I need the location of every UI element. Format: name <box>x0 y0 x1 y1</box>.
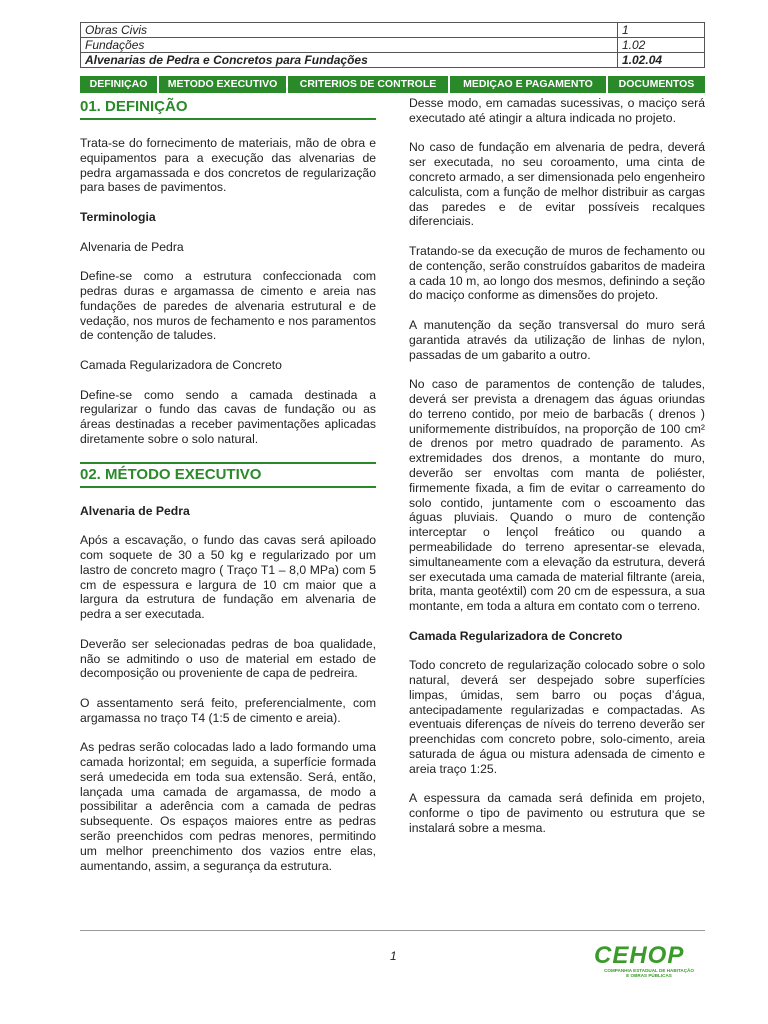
tab-metodo-executivo[interactable]: METODO EXECUTIVO <box>159 76 286 93</box>
header-title: Alvenarias de Pedra e Concretos para Fundações <box>81 53 618 68</box>
header-table <box>80 22 705 68</box>
paragraph: No caso de paramentos de contenção de taludes, deverá ser prevista a drenagem das águas oriundas do terreno contido, por meio de barbacãs ( drenos ) uniformemente distribuídos, na proporção de 100 cm² de drenos por metro quadrado de paramento. As extremidades dos drenos, a montante do muro, deverão ser envoltas com manta de poliéster, firmemente fixada, a fim de evitar o carreamento do solo contido, juntamente com o escoamento das águas pluviais. Quando o muro de contenção interceptar o lençol freático ou quando a permeabilidade do terreno apresentar-se elevada, simultaneamente com a elevação da estrutura, deverá ser executada uma camada de material filtrante (areia, brita, manta geotéxtil) com 20 cm de espessura, a sua montante, em toda a altura em contato com o terreno. <box>409 377 705 614</box>
cehop-logo <box>594 944 704 990</box>
subheading: Alvenaria de Pedra <box>80 503 190 518</box>
subheading: Camada Regularizadora de Concreto <box>409 628 623 643</box>
section-tabs <box>80 76 705 93</box>
paragraph: A espessura da camada será definida em projeto, conforme o tipo de pavimento ou estrutura que se instalará sobre a mesma. <box>409 791 705 836</box>
tab-criterios-de-controle[interactable]: CRITERIOS DE CONTROLE <box>288 76 448 93</box>
right-column <box>409 96 705 851</box>
paragraph: Deverão ser selecionadas pedras de boa qualidade, não se admitindo o uso de material em estado de decomposição ou proveniente de capa de pedreira. <box>80 636 376 681</box>
paragraph: A manutenção da seção transversal do muro será garantida através da utilização de linhas de nylon, passadas de um gabarito a outro. <box>409 317 705 362</box>
paragraph: No caso de fundação em alvenaria de pedra, deverá ser executada, no seu coroamento, uma cinta de concreto armado, a ser dimensionada pelo engenheiro calculista, com a função de melhor distribuir as cargas das paredes e de evitar possíveis recalques diferenciais. <box>409 140 705 229</box>
page-number: 1 <box>390 949 397 963</box>
paragraph: Todo concreto de regularização colocado sobre o solo natural, deverá ser despejado sobre superfícies limpas, úmidas, sem barro ou poças d’água, antecipadamente regularizadas e compactadas. As eventuais diferenças de níveis do terreno deverão ser preenchidas com concreto pobre, solo-cimento, areia saturada de água ou mistura adensada de cimento e areia traço 1:25. <box>409 658 705 776</box>
section-heading: 01. DEFINIÇÃO <box>80 96 376 120</box>
header-row <box>81 53 705 68</box>
logo-subtitle: E OBRAS PÚBLICAS <box>626 973 672 978</box>
subheading: Terminologia <box>80 209 156 224</box>
header-row <box>81 23 705 38</box>
paragraph: O assentamento será feito, preferencialmente, com argamassa no traço T4 (1:5 de cimento e areia). <box>80 695 376 725</box>
paragraph: Desse modo, em camadas sucessivas, o maciço será executado até atingir a altura indicada no projeto. <box>409 96 705 125</box>
header-code: 1 <box>618 23 705 38</box>
logo-wordmark: CEHOP <box>594 942 685 969</box>
tab-documentos[interactable]: DOCUMENTOS <box>608 76 705 93</box>
paragraph: Define-se como a estrutura confeccionada com pedras duras e argamassa de cimento e areia nas fundações de paredes de alvenaria estrutural e de vedação, nos muros de fechamento e nos paramentos de contenção de taludes. <box>80 269 376 343</box>
header-row <box>81 38 705 53</box>
paragraph: Após a escavação, o fundo das cavas será apiloado com soquete de 30 a 50 kg e regularizado por um lastro de concreto magro ( Traço T1 – 8,0 MPa) com 5 cm de espessura e largura de 10 cm maior que a largura da estrutura de fundação em alvenaria de pedra a ser executada. <box>80 533 376 622</box>
header-code: 1.02.04 <box>618 53 705 68</box>
tab-definicao[interactable]: DEFINIÇAO <box>80 76 157 93</box>
header-title: Obras Civis <box>81 23 618 38</box>
term-label: Alvenaria de Pedra <box>80 239 184 254</box>
tab-medicao-e-pagamento[interactable]: MEDIÇAO E PAGAMENTO <box>450 76 606 93</box>
paragraph: Define-se como sendo a camada destinada a regularizar o fundo das cavas de fundação ou as áreas destinadas a receber pavimentações aplicadas diretamente sobre o solo natural. <box>80 387 376 446</box>
term-label: Camada Regularizadora de Concreto <box>80 357 282 372</box>
header-title: Fundações <box>81 38 618 53</box>
section-heading: 02. MÉTODO EXECUTIVO <box>80 462 376 488</box>
paragraph: As pedras serão colocadas lado a lado formando uma camada horizontal; em seguida, a superfície formada será umedecida em toda sua extensão. Será, então, lançada uma camada de argamassa, de modo a possibilitar a aderência com a camada de pedras subsequente. Os espaços maiores entre as pedras serão preenchidos com pedras menores, permitindo um melhor preenchimento dos vazios entre elas, aumentando, assim, a segurança da estrutura. <box>80 740 376 873</box>
left-column <box>80 96 376 888</box>
paragraph: Tratando-se da execução de muros de fechamento ou de contenção, serão construídos gabaritos de madeira a cada 10 m, ao longo dos mesmos, definindo a seção do maciço conforme as dimensões do projeto. <box>409 243 705 303</box>
header-code: 1.02 <box>618 38 705 53</box>
logo-subtitle: COMPANHIA ESTADUAL DE HABITAÇÃO <box>604 968 694 973</box>
footer-divider <box>80 930 705 931</box>
paragraph: Trata-se do fornecimento de materiais, mão de obra e equipamentos para a execução das alvenarias de pedra argamassada e dos concretos de regularização para bases de pavimentos. <box>80 136 376 195</box>
